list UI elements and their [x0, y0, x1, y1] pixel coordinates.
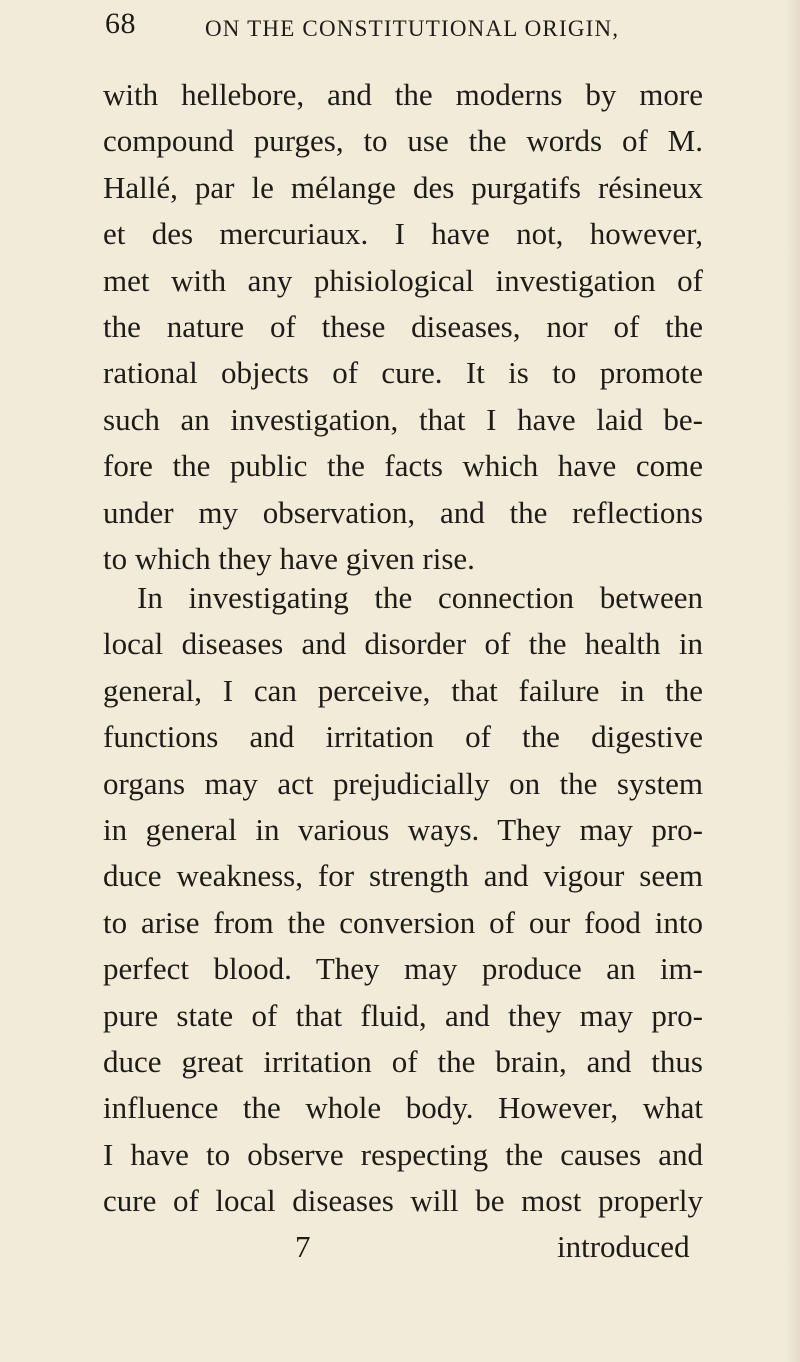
signature-mark: 7 [295, 1229, 311, 1265]
page-edge-shadow [786, 0, 800, 1362]
text-line: compound purges, to use the words of M. [103, 123, 703, 159]
text-line: In investigating the connection between [137, 580, 703, 615]
text-line: Hallé, par le mélange des purgatifs résineux [103, 169, 703, 205]
text-line: to which they have given rise. [103, 540, 475, 576]
text-line: et des mercuriaux. I have not, however, [103, 216, 703, 252]
text-line: duce weakness, for strength and vigour seem [103, 858, 703, 894]
text-line: such an investigation, that I have laid be- [103, 401, 703, 437]
paragraph-2 [103, 575, 703, 1271]
text-line: duce great irritation of the brain, and thus [103, 1043, 703, 1079]
text-line: to arise from the conversion of our food into [103, 904, 703, 940]
text-line: met with any phisiological investigation of [103, 262, 703, 298]
text-line: rational objects of cure. It is to promote [103, 355, 703, 391]
page-header [105, 2, 705, 46]
text-line: under my observation, and the reflections [103, 494, 703, 530]
text-line: cure of local diseases will be most properly [103, 1183, 703, 1219]
text-line: the nature of these diseases, nor of the [103, 308, 703, 344]
text-line: in general in various ways. They may pro- [103, 811, 703, 847]
text-line: organs may act prejudicially on the system [103, 765, 703, 801]
catchword: introduced [557, 1229, 690, 1265]
page-footer [103, 1224, 703, 1270]
text-line: general, I can perceive, that failure in the [103, 672, 703, 708]
text-line: I have to observe respecting the causes and [103, 1136, 703, 1172]
page-number: 68 [105, 7, 136, 40]
text-line: perfect blood. They may produce an im- [103, 951, 703, 987]
text-line: local diseases and disorder of the health in [103, 626, 703, 662]
text-line: influence the whole body. However, what [103, 1090, 703, 1126]
running-head: ON THE CONSTITUTIONAL ORIGIN, [205, 16, 620, 41]
text-line: with hellebore, and the moderns by more [103, 77, 703, 112]
text-line: pure state of that fluid, and they may pro- [103, 997, 703, 1033]
paragraph-1 [103, 72, 703, 582]
text-line: functions and irritation of the digestive [103, 719, 703, 755]
text-line: fore the public the facts which have come [103, 448, 703, 484]
